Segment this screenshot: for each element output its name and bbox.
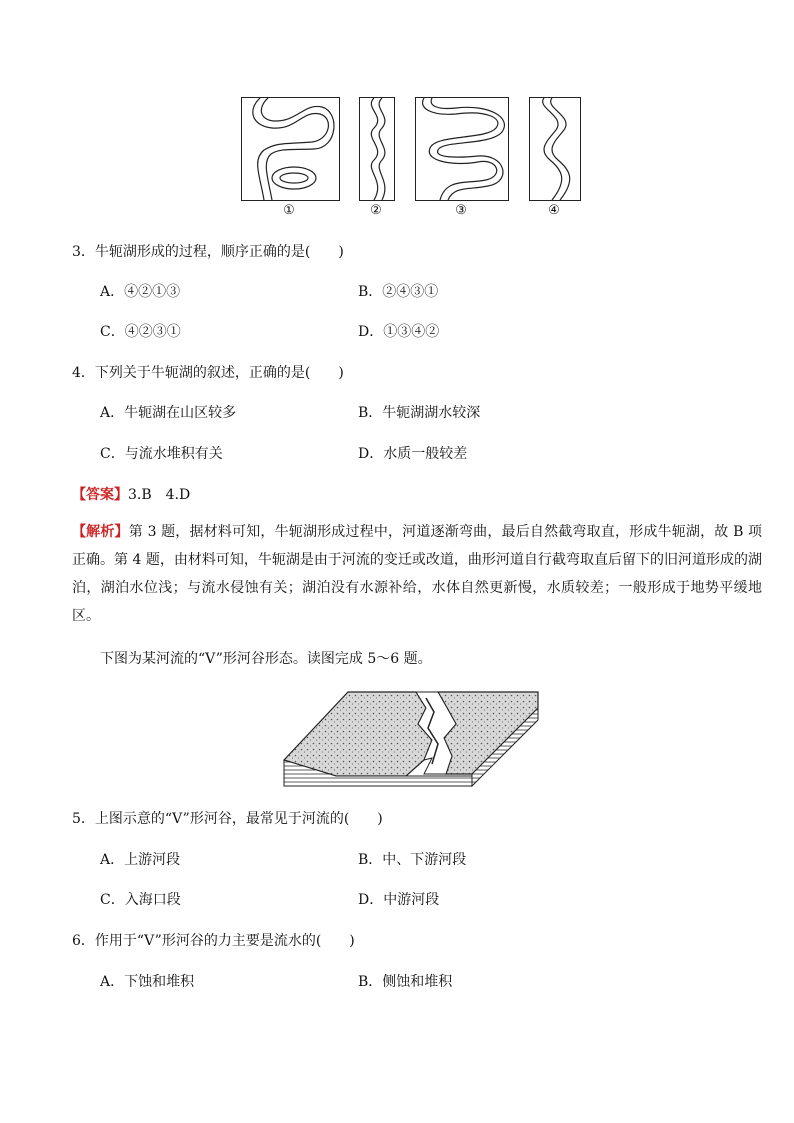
meander-diagram-1	[241, 97, 340, 201]
analysis-tag: 【解析】	[72, 524, 129, 540]
question-3-option-c[interactable]: C．④②③①	[100, 324, 181, 340]
question-4-option-c[interactable]: C．与流水堆积有关	[100, 446, 223, 462]
question-4-option-d[interactable]: D．水质一般较差	[358, 446, 468, 462]
question-4-option-a[interactable]: A．牛轭湖在山区较多	[100, 405, 237, 421]
question-5-option-b[interactable]: B．中、下游河段	[358, 852, 467, 868]
meander-diagram-3	[415, 97, 509, 201]
v-valley-diagram	[276, 688, 544, 788]
answer-tag: 【答案】	[72, 487, 128, 503]
answer-line	[72, 485, 190, 505]
question-4-stem: 4．下列关于牛轭湖的叙述，正确的是( )	[72, 365, 344, 381]
question-5-option-d[interactable]: D．中游河段	[358, 892, 440, 908]
question-5-stem: 5．上图示意的“V”形河谷，最常见于河流的( )	[72, 811, 383, 827]
question-5-option-c[interactable]: C．入海口段	[100, 892, 181, 908]
meander-diagram-2	[359, 97, 395, 201]
question-3-option-a[interactable]: A．④②①③	[100, 284, 181, 300]
analysis-paragraph	[72, 518, 762, 630]
question-4-option-b[interactable]: B．牛轭湖湖水较深	[358, 405, 481, 421]
question-3-stem: 3．牛轭湖形成的过程，顺序正确的是( )	[72, 244, 344, 260]
question-5-option-a[interactable]: A．上游河段	[100, 852, 181, 868]
answer-text: 3.B 4.D	[128, 487, 191, 503]
question-6-option-a[interactable]: A．下蚀和堆积	[100, 974, 195, 990]
question-6-option-b[interactable]: B．侧蚀和堆积	[358, 974, 453, 990]
diagram-label-2: ②	[370, 203, 382, 218]
diagram-label-1: ①	[283, 203, 295, 218]
diagram-label-3: ③	[455, 203, 467, 218]
question-6-stem: 6．作用于“V”形河谷的力主要是流水的( )	[72, 933, 355, 949]
question-3-option-d[interactable]: D．①③④②	[358, 324, 440, 340]
diagram-label-4: ④	[548, 203, 560, 218]
figure-2-intro: 下图为某河流的“V”形河谷形态。读图完成 5～6 题。	[100, 651, 432, 667]
question-3-option-b[interactable]: B．②④③①	[358, 284, 439, 300]
analysis-text: 第 3 题，据材料可知，牛轭湖形成过程中，河道逐渐弯曲，最后自然截弯取直，形成牛轭湖，故 B 项正确。第 4 题，由材料可知，牛轭湖是由于河流的变迁或改道，曲形河道自行截弯取直后留下的旧河道形成的湖泊，湖泊水位浅；与流水侵蚀有关；湖泊没有水源补给，水体自然更新慢，水质较差；一般形成于地势平缓地区。	[72, 524, 763, 624]
meander-diagram-4	[529, 97, 581, 201]
